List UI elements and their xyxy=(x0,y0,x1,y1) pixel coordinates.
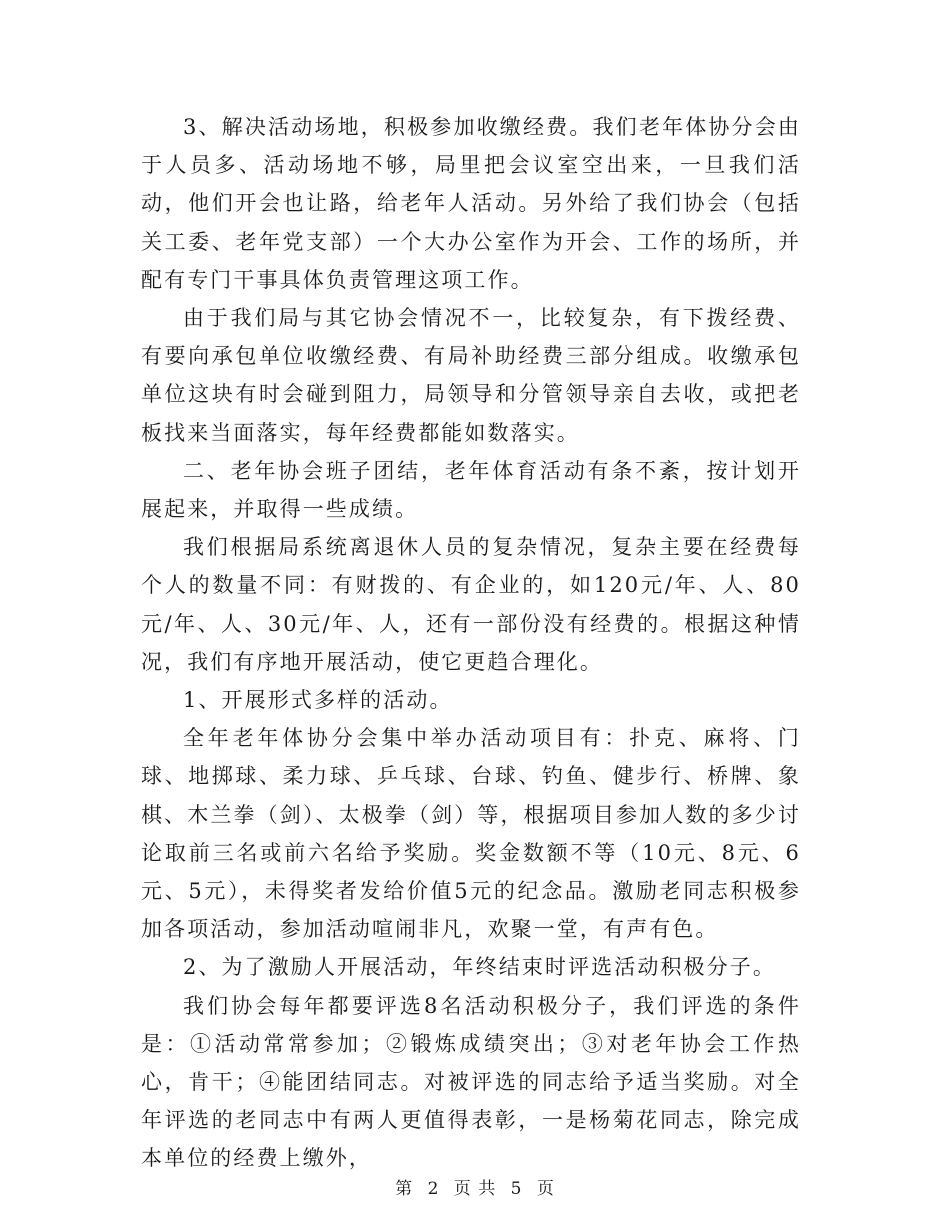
paragraph-funding-sources: 由于我们局与其它协会情况不一，比较复杂，有下拨经费、有要向承包单位收缴经费、有局补助经费三部分组成。收缴承包单位这块有时会碰到阻力，局领导和分管领导亲自去收，或把老板找来当面落实，每年经费都能如数落实。 xyxy=(141,306,801,445)
paragraph-selection-criteria: 我们协会每年都要评选8名活动积极分子，我们评选的条件是：①活动常常参加；②锻炼成绩突出；③对老年协会工作热心，肯干；④能团结同志。对被评选的同志给予适当奖励。对全年评选的老同志中有两人更值得表彰，一是杨菊花同志，除完成本单位的经费上缴外， xyxy=(141,993,801,1171)
footer-page-number: 2 xyxy=(427,1179,440,1199)
footer-total-pages: 5 xyxy=(510,1179,523,1199)
paragraph-section-two-heading: 二、老年协会班子团结，老年体育活动有条不紊，按计划开展起来，并取得一些成绩。 xyxy=(141,458,801,522)
paragraph-venue-funding: 3、解决活动场地，积极参加收缴经费。我们老年体协分会由于人员多、活动场地不够，局里把会议室空出来，一旦我们活动，他们开会也让路，给老年人活动。另外给了我们协会（包括关工委、老年党支部）一个大办公室作为开会、工作的场所，并配有专门干事具体负责管理这项工作。 xyxy=(141,115,801,292)
footer-middle: 页 共 xyxy=(453,1179,497,1199)
paragraph-item-two-heading: 2、为了激励人开展活动，年终结束时评选活动积极分子。 xyxy=(183,955,776,980)
paragraph-activity-list: 全年老年体协分会集中举办活动项目有：扑克、麻将、门球、地掷球、柔力球、乒乓球、台球、钓鱼、健步行、桥牌、象棋、木兰拳（剑）、太极拳（剑）等，根据项目参加人数的多少讨论取前三名或前六名给予奖励。奖金数额不等（10元、8元、6元、5元），未得奖者发给价值5元的纪念品。激励老同志积极参加各项活动，参加活动喧闹非凡，欢聚一堂，有声有色。 xyxy=(141,726,801,942)
footer-prefix: 第 xyxy=(395,1179,414,1199)
document-body xyxy=(141,108,801,1178)
page-footer xyxy=(0,1174,950,1199)
paragraph-member-situation: 我们根据局系统离退休人员的复杂情况，复杂主要在经费每个人的数量不同：有财拨的、有企业的，如120元/年、人、80元/年、人、30元/年、人，还有一部份没有经费的。根据这种情况，我们有序地开展活动，使它更趋合理化。 xyxy=(141,535,801,674)
footer-suffix: 页 xyxy=(536,1179,555,1199)
paragraph-item-one-heading: 1、开展形式多样的活动。 xyxy=(183,688,453,713)
